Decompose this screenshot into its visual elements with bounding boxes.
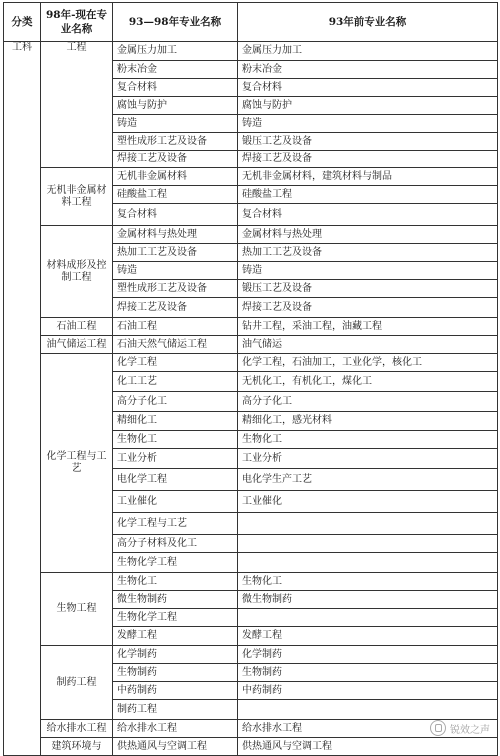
old-major-cell: 无机非金属材料，建筑材料与制品 (238, 168, 498, 186)
old-major-cell: 粉末冶金 (238, 61, 498, 79)
new-major-cell: 制药工程 (113, 700, 238, 720)
old-major-cell: 腐蚀与防护 (238, 97, 498, 115)
old-major-cell (238, 700, 498, 720)
group-cell: 工程 (41, 42, 113, 168)
old-major-cell: 锻压工艺及设备 (238, 133, 498, 151)
new-major-cell: 供热通风与空调工程 (113, 738, 238, 756)
new-major-cell: 生物化工 (113, 573, 238, 591)
group-cell: 化学工程与工艺 (41, 354, 113, 573)
table-row (4, 720, 498, 738)
table-row (4, 318, 498, 336)
new-major-cell: 塑性成形工艺及设备 (113, 133, 238, 151)
table-container (3, 2, 497, 756)
new-major-cell: 焊接工艺及设备 (113, 298, 238, 318)
new-major-cell: 复合材料 (113, 204, 238, 226)
old-major-cell: 中药制药 (238, 682, 498, 700)
group-cell: 材料成形及控制工程 (41, 226, 113, 318)
header-old-major: 93年前专业名称 (238, 3, 498, 42)
old-major-cell: 锻压工艺及设备 (238, 280, 498, 298)
old-major-cell: 铸造 (238, 262, 498, 280)
group-cell: 建筑环境与 (41, 738, 113, 756)
old-major-cell: 金属压力加工 (238, 42, 498, 61)
new-major-cell: 铸造 (113, 115, 238, 133)
old-major-cell: 钻井工程，采油工程，油藏工程 (238, 318, 498, 336)
new-major-cell: 微生物制药 (113, 591, 238, 609)
header-category: 分类 (4, 3, 41, 42)
old-major-cell: 微生物制药 (238, 591, 498, 609)
group-cell: 石油工程 (41, 318, 113, 336)
old-major-cell (238, 513, 498, 535)
new-major-cell: 化学工程与工艺 (113, 513, 238, 535)
old-major-cell (238, 535, 498, 553)
old-major-cell: 电化学生产工艺 (238, 469, 498, 491)
header-row (4, 3, 498, 42)
table-row (4, 646, 498, 664)
old-major-cell: 焊接工艺及设备 (238, 151, 498, 168)
new-major-cell: 金属压力加工 (113, 42, 238, 61)
table-body (4, 42, 498, 756)
new-major-cell: 工业分析 (113, 449, 238, 469)
new-major-cell: 生物制药 (113, 664, 238, 682)
old-major-cell: 发酵工程 (238, 627, 498, 646)
new-major-cell: 高分子化工 (113, 392, 238, 412)
old-major-cell: 给水排水工程 (238, 720, 498, 738)
old-major-cell: 生物化工 (238, 431, 498, 449)
group-cell: 油气储运工程 (41, 336, 113, 354)
new-major-cell: 给水排水工程 (113, 720, 238, 738)
old-major-cell: 化学工程，石油加工，工业化学，核化工 (238, 354, 498, 372)
new-major-cell: 发酵工程 (113, 627, 238, 646)
new-major-cell: 工业催化 (113, 491, 238, 513)
old-major-cell (238, 553, 498, 573)
table-row (4, 354, 498, 372)
new-major-cell: 硅酸盐工程 (113, 186, 238, 204)
new-major-cell: 铸造 (113, 262, 238, 280)
new-major-cell: 电化学工程 (113, 469, 238, 491)
table-row (4, 226, 498, 244)
old-major-cell: 无机化工，有机化工，煤化工 (238, 372, 498, 392)
table-row (4, 168, 498, 186)
new-major-cell: 石油天然气储运工程 (113, 336, 238, 354)
new-major-cell: 生物化学工程 (113, 609, 238, 627)
old-major-cell: 工业分析 (238, 449, 498, 469)
old-major-cell: 油气储运 (238, 336, 498, 354)
table-row (4, 336, 498, 354)
old-major-cell (238, 609, 498, 627)
new-major-cell: 焊接工艺及设备 (113, 151, 238, 168)
group-cell: 制药工程 (41, 646, 113, 720)
new-major-cell: 复合材料 (113, 79, 238, 97)
table-row (4, 738, 498, 756)
header-mid-major: 93—98年专业名称 (113, 3, 238, 42)
group-cell: 生物工程 (41, 573, 113, 646)
table-row (4, 573, 498, 591)
new-major-cell: 生物化工 (113, 431, 238, 449)
new-major-cell: 中药制药 (113, 682, 238, 700)
old-major-cell: 生物制药 (238, 664, 498, 682)
new-major-cell: 腐蚀与防护 (113, 97, 238, 115)
group-cell: 无机非金属材料工程 (41, 168, 113, 226)
old-major-cell: 铸造 (238, 115, 498, 133)
old-major-cell: 高分子化工 (238, 392, 498, 412)
old-major-cell: 热加工工艺及设备 (238, 244, 498, 262)
old-major-cell: 化学制药 (238, 646, 498, 664)
new-major-cell: 化学工程 (113, 354, 238, 372)
new-major-cell: 生物化学工程 (113, 553, 238, 573)
old-major-cell: 复合材料 (238, 79, 498, 97)
old-major-cell: 生物化工 (238, 573, 498, 591)
old-major-cell: 硅酸盐工程 (238, 186, 498, 204)
group-cell: 给水排水工程 (41, 720, 113, 738)
major-name-table (3, 2, 498, 756)
category-cell: 工科 (4, 42, 41, 756)
old-major-cell: 工业催化 (238, 491, 498, 513)
old-major-cell: 复合材料 (238, 204, 498, 226)
new-major-cell: 金属材料与热处理 (113, 226, 238, 244)
watermark-text: 锐效之声 (450, 724, 490, 736)
old-major-cell: 焊接工艺及设备 (238, 298, 498, 318)
new-major-cell: 高分子材料及化工 (113, 535, 238, 553)
new-major-cell: 无机非金属材料 (113, 168, 238, 186)
table-row (4, 42, 498, 61)
new-major-cell: 化工工艺 (113, 372, 238, 392)
new-major-cell: 塑性成形工艺及设备 (113, 280, 238, 298)
header-new-major (41, 3, 113, 42)
old-major-cell: 精细化工，感光材料 (238, 412, 498, 431)
watermark (430, 720, 490, 736)
old-major-cell: 金属材料与热处理 (238, 226, 498, 244)
header-new-major-text: 98年-现在专业名称 (46, 9, 107, 35)
new-major-cell: 精细化工 (113, 412, 238, 431)
new-major-cell: 化学制药 (113, 646, 238, 664)
new-major-cell: 热加工工艺及设备 (113, 244, 238, 262)
old-major-cell: 供热通风与空调工程 (238, 738, 498, 756)
chat-bubble-icon (430, 720, 446, 736)
new-major-cell: 粉末冶金 (113, 61, 238, 79)
new-major-cell: 石油工程 (113, 318, 238, 336)
